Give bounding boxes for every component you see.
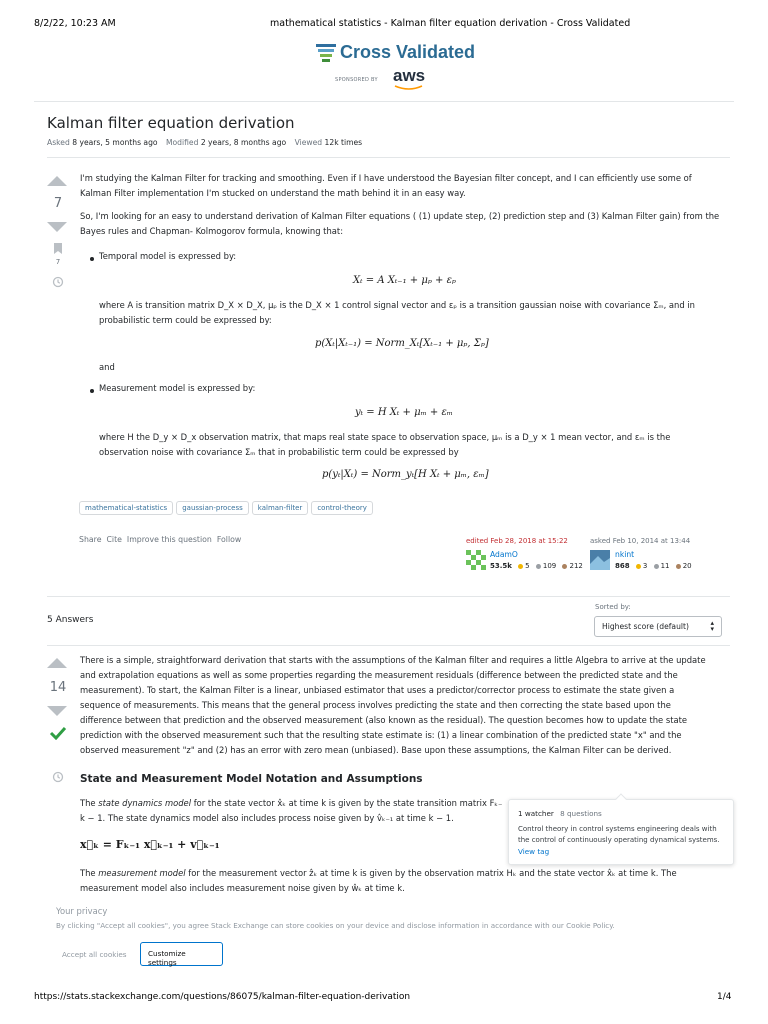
bookmark-count: 7: [55, 258, 61, 266]
cite-link[interactable]: Cite: [106, 535, 122, 544]
popover-questions: 8 questions: [560, 809, 602, 818]
viewed-value: 12k times: [324, 138, 363, 147]
question-title[interactable]: Kalman filter equation derivation: [47, 114, 295, 132]
question-score: 7: [53, 196, 63, 211]
bullet-measurement-model: Measurement model is expressed by:: [99, 383, 256, 393]
tag-kalman-filter[interactable]: kalman-filter: [252, 501, 309, 515]
viewed-label: Viewed: [294, 138, 323, 147]
cross-validated-logo-icon[interactable]: [316, 42, 336, 64]
sort-arrows-icon: ▴ ▾: [710, 619, 714, 633]
tag-control-theory[interactable]: control-theory: [311, 501, 373, 515]
sorted-by-label: Sorted by:: [595, 603, 631, 611]
meas-line-em: measurement model: [98, 868, 186, 878]
question-paragraph-2: So, I'm looking for an easy to understand derivation of Kalman Filter equations ( (1) update step, (2) prediction step and (3) Kalman Filter gain) from the Bayes rules and Chapman- Kolmogorov formula, knowing that:: [80, 211, 720, 236]
editor-rep: 53.5k: [490, 562, 512, 570]
popover-watchers: 1 watcher: [518, 809, 554, 818]
bullet-temporal-model: Temporal model is expressed by:: [99, 251, 237, 261]
and-text: and: [99, 362, 115, 372]
meas-line-pre: The: [80, 868, 99, 878]
state-line-em: state dynamics model: [98, 798, 192, 808]
asker-silver: 11: [660, 562, 670, 570]
answer-downvote-button[interactable]: [47, 706, 67, 716]
answers-count: 5 Answers: [47, 615, 94, 625]
asker-rep: 868: [615, 562, 630, 570]
asker-avatar[interactable]: [590, 550, 610, 570]
cookie-text: By clicking "Accept all cookies", you agree Stack Exchange can store cookies on your device and disclose information in accordance with our Cookie Policy.: [56, 921, 615, 930]
print-page-title: mathematical statistics - Kalman filter equation derivation - Cross Validated: [270, 18, 631, 29]
popover-description: Control theory in control systems engineering deals with the control of continuously operating dynamical systems.: [518, 825, 720, 844]
equation-temporal-model: Xₜ = A Xₜ₋₁ + μₚ + εₚ: [353, 275, 456, 286]
upvote-button[interactable]: [47, 176, 67, 186]
asker-name[interactable]: nkint: [615, 550, 635, 559]
editor-avatar[interactable]: [466, 550, 486, 570]
sponsored-by-label: SPONSORED BY: [335, 77, 378, 83]
follow-link[interactable]: Follow: [216, 535, 242, 544]
sponsor-logo[interactable]: aws: [393, 66, 426, 85]
history-icon[interactable]: [52, 276, 64, 288]
question-tags: [79, 501, 376, 515]
popover-caret: [615, 793, 626, 804]
editor-bronze: 212: [569, 562, 583, 570]
tag-gaussian-process[interactable]: gaussian-process: [176, 501, 249, 515]
modified-label: Modified: [165, 138, 199, 147]
customize-settings-button[interactable]: Customize settings: [140, 942, 223, 966]
tag-popover: [508, 799, 734, 865]
editor-name[interactable]: AdamO: [490, 550, 518, 559]
editor-reputation: [490, 562, 583, 570]
sort-selected-value: Highest score (default): [602, 622, 689, 631]
asked-value: 8 years, 5 months ago: [72, 138, 158, 147]
cookie-title: Your privacy: [56, 906, 108, 916]
print-page-number: 1/4: [717, 992, 732, 1002]
temporal-model-description: where A is transition matrix D_X × D_X, μₚ is the D_X × 1 control signal vector and εₚ is a transition gaussian noise with covariance Σₘ, and in probabilistic term could be expressed by:: [99, 300, 695, 325]
site-name[interactable]: Cross Validated: [340, 42, 476, 62]
accept-all-cookies-button[interactable]: Accept all cookies: [62, 950, 127, 959]
equation-measurement-model: yₜ = H Xₜ + μₘ + εₘ: [355, 407, 453, 418]
asker-gold: 3: [642, 562, 648, 570]
answer-upvote-button[interactable]: [47, 658, 67, 668]
answer-heading: State and Measurement Model Notation and Assumptions: [80, 773, 423, 785]
asked-label: Asked: [47, 138, 70, 147]
equation-temporal-probability: p(Xₜ|Xₜ₋₁) = Norm_Xₜ[Xₜ₋₁ + μₚ, Σₚ]: [315, 338, 489, 349]
equation-measurement-probability: p(yₜ|Xₜ) = Norm_yₜ[H Xₜ + μₘ, εₘ]: [322, 469, 489, 480]
share-link[interactable]: Share: [79, 535, 102, 544]
print-datetime: 8/2/22, 10:23 AM: [34, 18, 116, 29]
answer-score: 14: [49, 680, 67, 695]
answer-history-icon[interactable]: [52, 771, 64, 783]
measurement-model-line-1: [80, 868, 720, 878]
asker-bronze: 20: [682, 562, 692, 570]
state-model-line-2: k − 1. The state dynamics model also includes process noise given by v̂ₖ₋₁ at time k − 1.: [80, 813, 454, 823]
answer-paragraph: There is a simple, straightforward derivation that starts with the assumptions of the Kalman filter and requires a little Algebra to arrive at the update and extrapolation equations as well as some properties regarding the measurement residuals (difference between the predicted state and the measurement). To start, the Kalman Filter is a linear, unbiased estimator that uses a predictor/corrector process to estimate the state given a sequence of measurements. This means that the general process involves predicting the state and then correcting the state based upon the difference between that prediction and the observed measurement (also known as the residual). The question becomes how to update the state prediction with the observed measurement such that the resulting state estimate is: (1) a linear combination of the predicted state "x" and the observed measurement "z" and (2) has an error with zero mean (unbiased). Base upon these assumptions, the Kalman Filter can be derived.: [80, 655, 706, 755]
editor-gold: 5: [525, 562, 530, 570]
asked-timestamp: asked Feb 10, 2014 at 13:44: [590, 537, 691, 545]
print-url: https://stats.stackexchange.com/questions/86075/kalman-filter-equation-derivation: [34, 992, 411, 1002]
accepted-check-icon: [49, 726, 67, 740]
bullet-dot: [90, 389, 94, 393]
question-paragraph-1: I'm studying the Kalman Filter for tracking and smoothing. Even if I have understood the Bayesian filter concept, and I can efficiently use some of Kalman Filter implementation I'm stucked on understand the math behind it in an easy way.: [80, 173, 692, 198]
state-line-post: for the state vector x̂ₖ at time k is given by the state transition matrix Fₖ₋: [191, 798, 503, 808]
sort-select[interactable]: [594, 616, 722, 637]
question-meta: [47, 138, 362, 147]
state-line-pre: The: [80, 798, 99, 808]
modified-value: 2 years, 8 months ago: [200, 138, 287, 147]
post-actions: [79, 535, 241, 544]
improve-question-link[interactable]: Improve this question: [126, 535, 212, 544]
measurement-model-line-2: measurement model also includes measurement noise given by ŵₖ at time k.: [80, 883, 405, 893]
meas-line-post: for the measurement vector ẑₖ at time k is given by the observation matrix Hₖ and the state vector x̂ₖ at time k. The: [185, 868, 677, 878]
cookie-banner: [34, 897, 734, 983]
equation-state-dynamics: x⃗ₖ = Fₖ₋₁ x⃗ₖ₋₁ + v⃗ₖ₋₁: [80, 838, 220, 851]
bookmark-icon[interactable]: [54, 243, 62, 254]
state-model-line-1: [80, 798, 520, 808]
asker-reputation: [615, 562, 692, 570]
downvote-button[interactable]: [47, 222, 67, 232]
bullet-dot: [90, 257, 94, 261]
editor-silver: 109: [542, 562, 557, 570]
aws-smile-icon: [394, 84, 424, 90]
measurement-model-description: where H the D_y × D_x observation matrix, that maps real state space to observation space, μₘ is a D_y × 1 mean vector, and εₘ is the observation noise with covariance Σₘ that in probabilistic term could be expressed by: [99, 432, 671, 457]
edited-timestamp[interactable]: edited Feb 28, 2018 at 15:22: [466, 537, 568, 545]
view-tag-link[interactable]: View tag: [518, 847, 550, 856]
tag-mathematical-statistics[interactable]: mathematical-statistics: [79, 501, 173, 515]
